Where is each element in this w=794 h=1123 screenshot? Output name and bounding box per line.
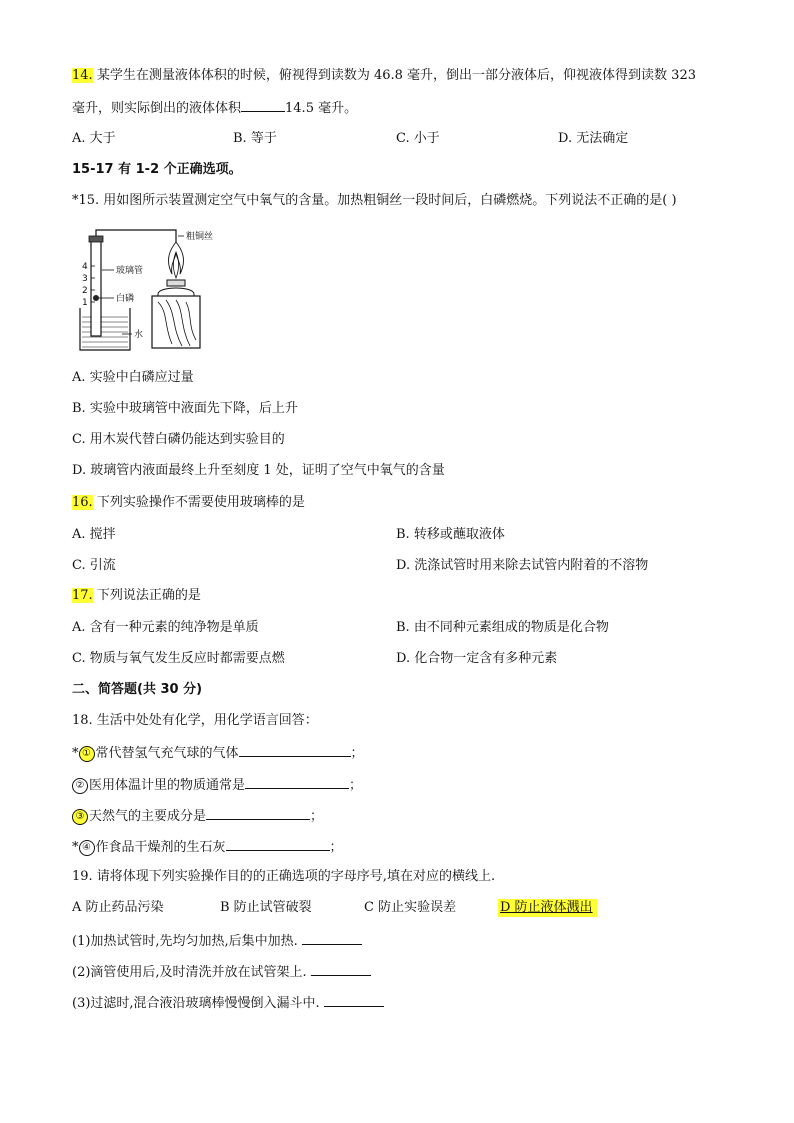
q18-item-2-end: ； — [349, 778, 363, 793]
q17-text: 下列说法正确的是 — [96, 588, 201, 603]
q18-item-1-text: 常代替氢气充气球的气体 — [95, 746, 239, 761]
tube-stopper — [89, 236, 103, 242]
q18-item-2-number: ② — [72, 778, 88, 794]
q19-item-1-blank[interactable] — [302, 931, 362, 945]
q19-item-1 — [72, 931, 362, 951]
q14-line2 — [72, 98, 357, 118]
q18-item-4-end: ； — [329, 840, 343, 855]
q15-stem: *15. 用如图所示装置测定空气中氧气的含量。加热粗铜丝一段时间后，白磷燃烧。下列说法不正确的是( ) — [72, 193, 677, 208]
q19-item-2 — [72, 962, 371, 982]
glass-tube — [91, 240, 101, 336]
white-phosphorus — [93, 295, 99, 301]
q19-item-3-text: (3)过滤时,混合液沿玻璃棒慢慢倒入漏斗中. — [72, 996, 320, 1011]
q18-item-4 — [72, 837, 343, 857]
q17-option-a: A. 含有一种元素的纯净物是单质 — [72, 620, 259, 635]
q14-option-d: D. 无法确定 — [558, 131, 629, 146]
q14-text-part-b: 14.5 毫升。 — [285, 101, 358, 116]
oxygen-apparatus-diagram — [72, 222, 242, 354]
q19-item-3-blank[interactable] — [324, 993, 384, 1007]
q19-item-3 — [72, 993, 384, 1013]
q19-option-d: D 防止液体溅出 — [498, 899, 597, 917]
q18-item-2-text: 医用体温计里的物质通常是 — [89, 778, 246, 793]
q17-stem — [72, 587, 201, 605]
q16-option-c: C. 引流 — [72, 558, 116, 573]
q14-option-b: B. 等于 — [233, 131, 277, 146]
q19-option-a: A 防止药品污染 — [72, 900, 164, 915]
q16-option-a: A. 搅拌 — [72, 527, 116, 542]
q16-option-b: B. 转移或蘸取液体 — [396, 527, 505, 542]
q15-option-d: D. 玻璃管内液面最终上升至刻度 1 处，证明了空气中氧气的含量 — [72, 463, 445, 478]
q18-item-1-number: ① — [79, 746, 95, 762]
q14-option-a: A. 大于 — [72, 131, 116, 146]
section-2-heading: 二、简答题(共 30 分) — [72, 682, 203, 697]
q14-text-part-a: 毫升，则实际倒出的液体体积 — [72, 101, 242, 116]
q16-number: 16. — [72, 495, 93, 510]
q14-number: 14. — [72, 68, 93, 83]
q18-item-4-text: 作食品干燥剂的生石灰 — [95, 840, 226, 855]
q18-item-3-number: ③ — [72, 809, 88, 825]
label-water: 水 — [134, 330, 144, 340]
q19-stem: 19. 请将体现下列实验操作目的的正确选项的字母序号,填在对应的横线上. — [72, 869, 496, 884]
q17-option-b: B. 由不同种元素组成的物质是化合物 — [396, 620, 609, 635]
q18-item-1 — [72, 743, 364, 763]
inner-flame — [173, 252, 178, 278]
q14-text: 某学生在测量液体体积的时候，俯视得到读数为 46.8 毫升，倒出一部分液体后，仰视液体得到读数 323 — [96, 68, 696, 83]
lamp-wick-holder — [167, 280, 185, 286]
q14-option-c: C. 小于 — [396, 131, 440, 146]
q16-stem — [72, 494, 305, 512]
beaker-outline — [80, 308, 130, 350]
q19-item-2-blank[interactable] — [311, 962, 371, 976]
q19-option-c: C 防止实验误差 — [364, 900, 457, 915]
q16-text: 下列实验操作不需要使用玻璃棒的是 — [96, 495, 305, 510]
label-copper-wire: 粗铜丝 — [186, 232, 214, 242]
q18-item-2 — [72, 775, 362, 795]
label-glass-tube: 玻璃管 — [116, 266, 144, 276]
label-white-phosphorus: 白磷 — [116, 294, 135, 304]
q14-line1 — [72, 67, 696, 85]
water-lines — [82, 317, 128, 347]
q18-item-3-text: 天然气的主要成分是 — [89, 809, 207, 824]
q14-answer-blank[interactable] — [241, 98, 285, 112]
q17-number: 17. — [72, 588, 93, 603]
q18-item-1-end: ； — [350, 746, 364, 761]
q15-option-c: C. 用木炭代替白磷仍能达到实验目的 — [72, 432, 285, 447]
q18-item-3-end: ； — [310, 809, 324, 824]
q19-item-2-text: (2)滴管使用后,及时清洗并放在试管架上. — [72, 965, 307, 980]
connecting-wire — [96, 230, 176, 242]
q18-item-4-star: * — [72, 840, 79, 855]
q18-item-3 — [72, 806, 323, 826]
q17-option-d: D. 化合物一定含有多种元素 — [396, 651, 558, 666]
lamp-neck — [158, 288, 194, 296]
q18-item-1-star: * — [72, 746, 79, 761]
section-note: 15-17 有 1-2 个正确选项。 — [72, 162, 242, 177]
q18-item-2-blank[interactable] — [245, 775, 349, 789]
q16-option-d: D. 洗涤试管时用来除去试管内附着的不溶物 — [396, 558, 649, 573]
q15-option-b: B. 实验中玻璃管中液面先下降，后上升 — [72, 401, 298, 416]
scale-label-4: 4 — [82, 262, 88, 272]
q19-item-1-text: (1)加热试管时,先均匀加热,后集中加热. — [72, 934, 298, 949]
scale-label-1: 1 — [82, 298, 88, 308]
q18-item-1-blank[interactable] — [239, 743, 351, 757]
q18-item-4-number: ④ — [79, 840, 95, 856]
flame — [169, 242, 184, 274]
q17-option-c: C. 物质与氧气发生反应时都需要点燃 — [72, 651, 285, 666]
q18-item-3-blank[interactable] — [206, 806, 310, 820]
q15-option-a: A. 实验中白磷应过量 — [72, 370, 194, 385]
scale-label-2: 2 — [82, 286, 88, 296]
q18-stem: 18. 生活中处处有化学，用化学语言回答： — [72, 713, 318, 728]
q19-option-b: B 防止试管破裂 — [220, 900, 312, 915]
scale-label-3: 3 — [82, 274, 88, 284]
q18-item-4-blank[interactable] — [226, 837, 330, 851]
